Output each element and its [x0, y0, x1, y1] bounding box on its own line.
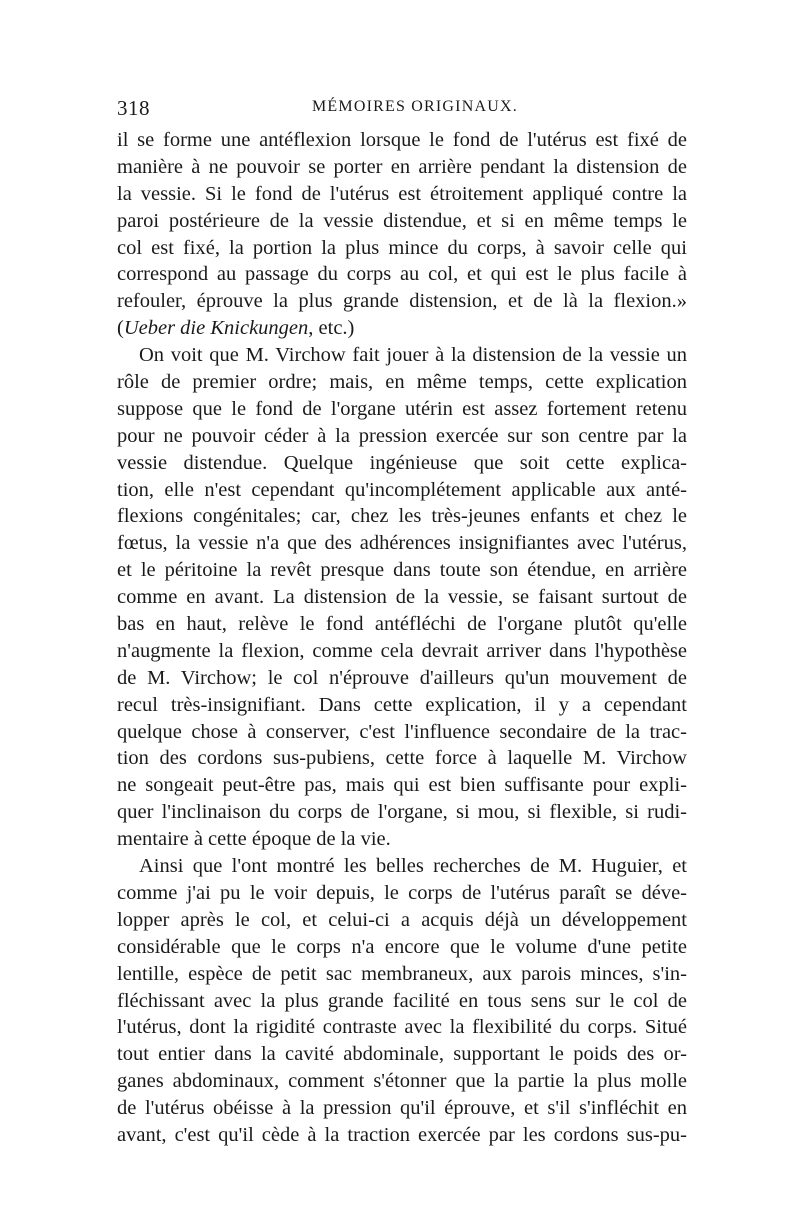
text-line: la vessie. Si le fond de l'utérus est étroitement appliqué contre la: [117, 182, 687, 205]
text-line: et le péritoine la revêt presque dans toute son étendue, en arrière: [117, 559, 687, 582]
text-line: de l'utérus obéisse à la pression qu'il éprouve, et s'il s'infléchit en: [117, 1097, 687, 1120]
text-line: On voit que M. Virchow fait jouer à la distension de la vessie un: [139, 344, 687, 367]
text-line: vessie distendue. Quelque ingénieuse que soit cette explica-: [117, 451, 687, 474]
text-line: l'utérus, dont la rigidité contraste avec la flexibilité du corps. Situé: [117, 1016, 687, 1039]
text-line: comme en avant. La distension de la vessie, se faisant surtout de: [117, 586, 687, 609]
text-line: correspond au passage du corps au col, et qui est le plus facile à: [117, 263, 687, 286]
text-line: tion des cordons sus-pubiens, cette force à laquelle M. Virchow: [117, 747, 687, 770]
text-line: considérable que le corps n'a encore que le volume d'une petite: [117, 935, 687, 958]
text-line: quer l'inclinaison du corps de l'organe, si mou, si flexible, si rudi-: [117, 801, 687, 824]
text-line: refouler, éprouve la plus grande distension, et de là la flexion.»: [117, 290, 687, 313]
body-text: [117, 127, 687, 1149]
text-line: Ainsi que l'ont montré les belles recherches de M. Huguier, et: [139, 855, 687, 878]
text-line: ne songeait peut-être pas, mais qui est bien suffisante pour expli-: [117, 774, 687, 797]
page-header: [117, 96, 687, 126]
citation-rest: , etc.): [308, 317, 355, 340]
citation-title: Ueber die Knickungen: [123, 317, 309, 340]
text-line: recul très-insignifiant. Dans cette explication, il y a cependant: [117, 693, 687, 716]
text-line: flexions congénitales; car, chez les très-jeunes enfants et chez le: [117, 505, 687, 528]
text-line: rôle de premier ordre; mais, en même temps, cette explication: [117, 371, 687, 394]
citation-open: (: [117, 317, 124, 340]
page-number: 318: [117, 96, 150, 120]
text-line: tion, elle n'est cependant qu'incomplétement applicable aux anté-: [117, 478, 687, 501]
text-line: mentaire à cette époque de la vie.: [117, 828, 391, 851]
citation-line: [117, 315, 687, 342]
text-line: lopper après le col, et celui-ci a acquis déjà un développement: [117, 908, 687, 931]
text-line: il se forme une antéflexion lorsque le fond de l'utérus est fixé de: [117, 129, 687, 151]
text-line: de M. Virchow; le col n'éprouve d'ailleurs qu'un mouvement de: [117, 666, 687, 689]
text-line: avant, c'est qu'il cède à la traction exercée par les cordons sus-pu-: [117, 1123, 687, 1146]
text-line: col est fixé, la portion la plus mince du corps, à savoir celle qui: [117, 236, 687, 259]
text-line: fléchissant avec la plus grande facilité en tous sens sur le col de: [117, 989, 687, 1012]
text-line: n'augmente la flexion, comme cela devrait arriver dans l'hypothèse: [117, 639, 687, 662]
text-line: paroi postérieure de la vessie distendue, et si en même temps le: [117, 209, 687, 232]
text-line: ganes abdominaux, comment s'étonner que la partie la plus molle: [117, 1070, 687, 1093]
text-line: tout entier dans la cavité abdominale, supportant le poids des or-: [117, 1043, 687, 1066]
text-line: lentille, espèce de petit sac membraneux, aux parois minces, s'in-: [117, 962, 687, 985]
text-line: quelque chose à conserver, c'est l'influence secondaire de la trac-: [117, 720, 687, 743]
running-head: MÉMOIRES ORIGINAUX.: [312, 98, 518, 115]
text-line: suppose que le fond de l'organe utérin est assez fortement retenu: [117, 397, 687, 420]
text-line: fœtus, la vessie n'a que des adhérences insignifiantes avec l'utérus,: [117, 532, 687, 555]
text-line: comme j'ai pu le voir depuis, le corps de l'utérus paraît se déve-: [117, 881, 687, 904]
text-line: pour ne pouvoir céder à la pression exercée sur son centre par la: [117, 424, 687, 447]
text-line: manière à ne pouvoir se porter en arrière pendant la distension de: [117, 155, 687, 178]
text-line: bas en haut, relève le fond antéfléchi de l'organe plutôt qu'elle: [117, 613, 687, 636]
